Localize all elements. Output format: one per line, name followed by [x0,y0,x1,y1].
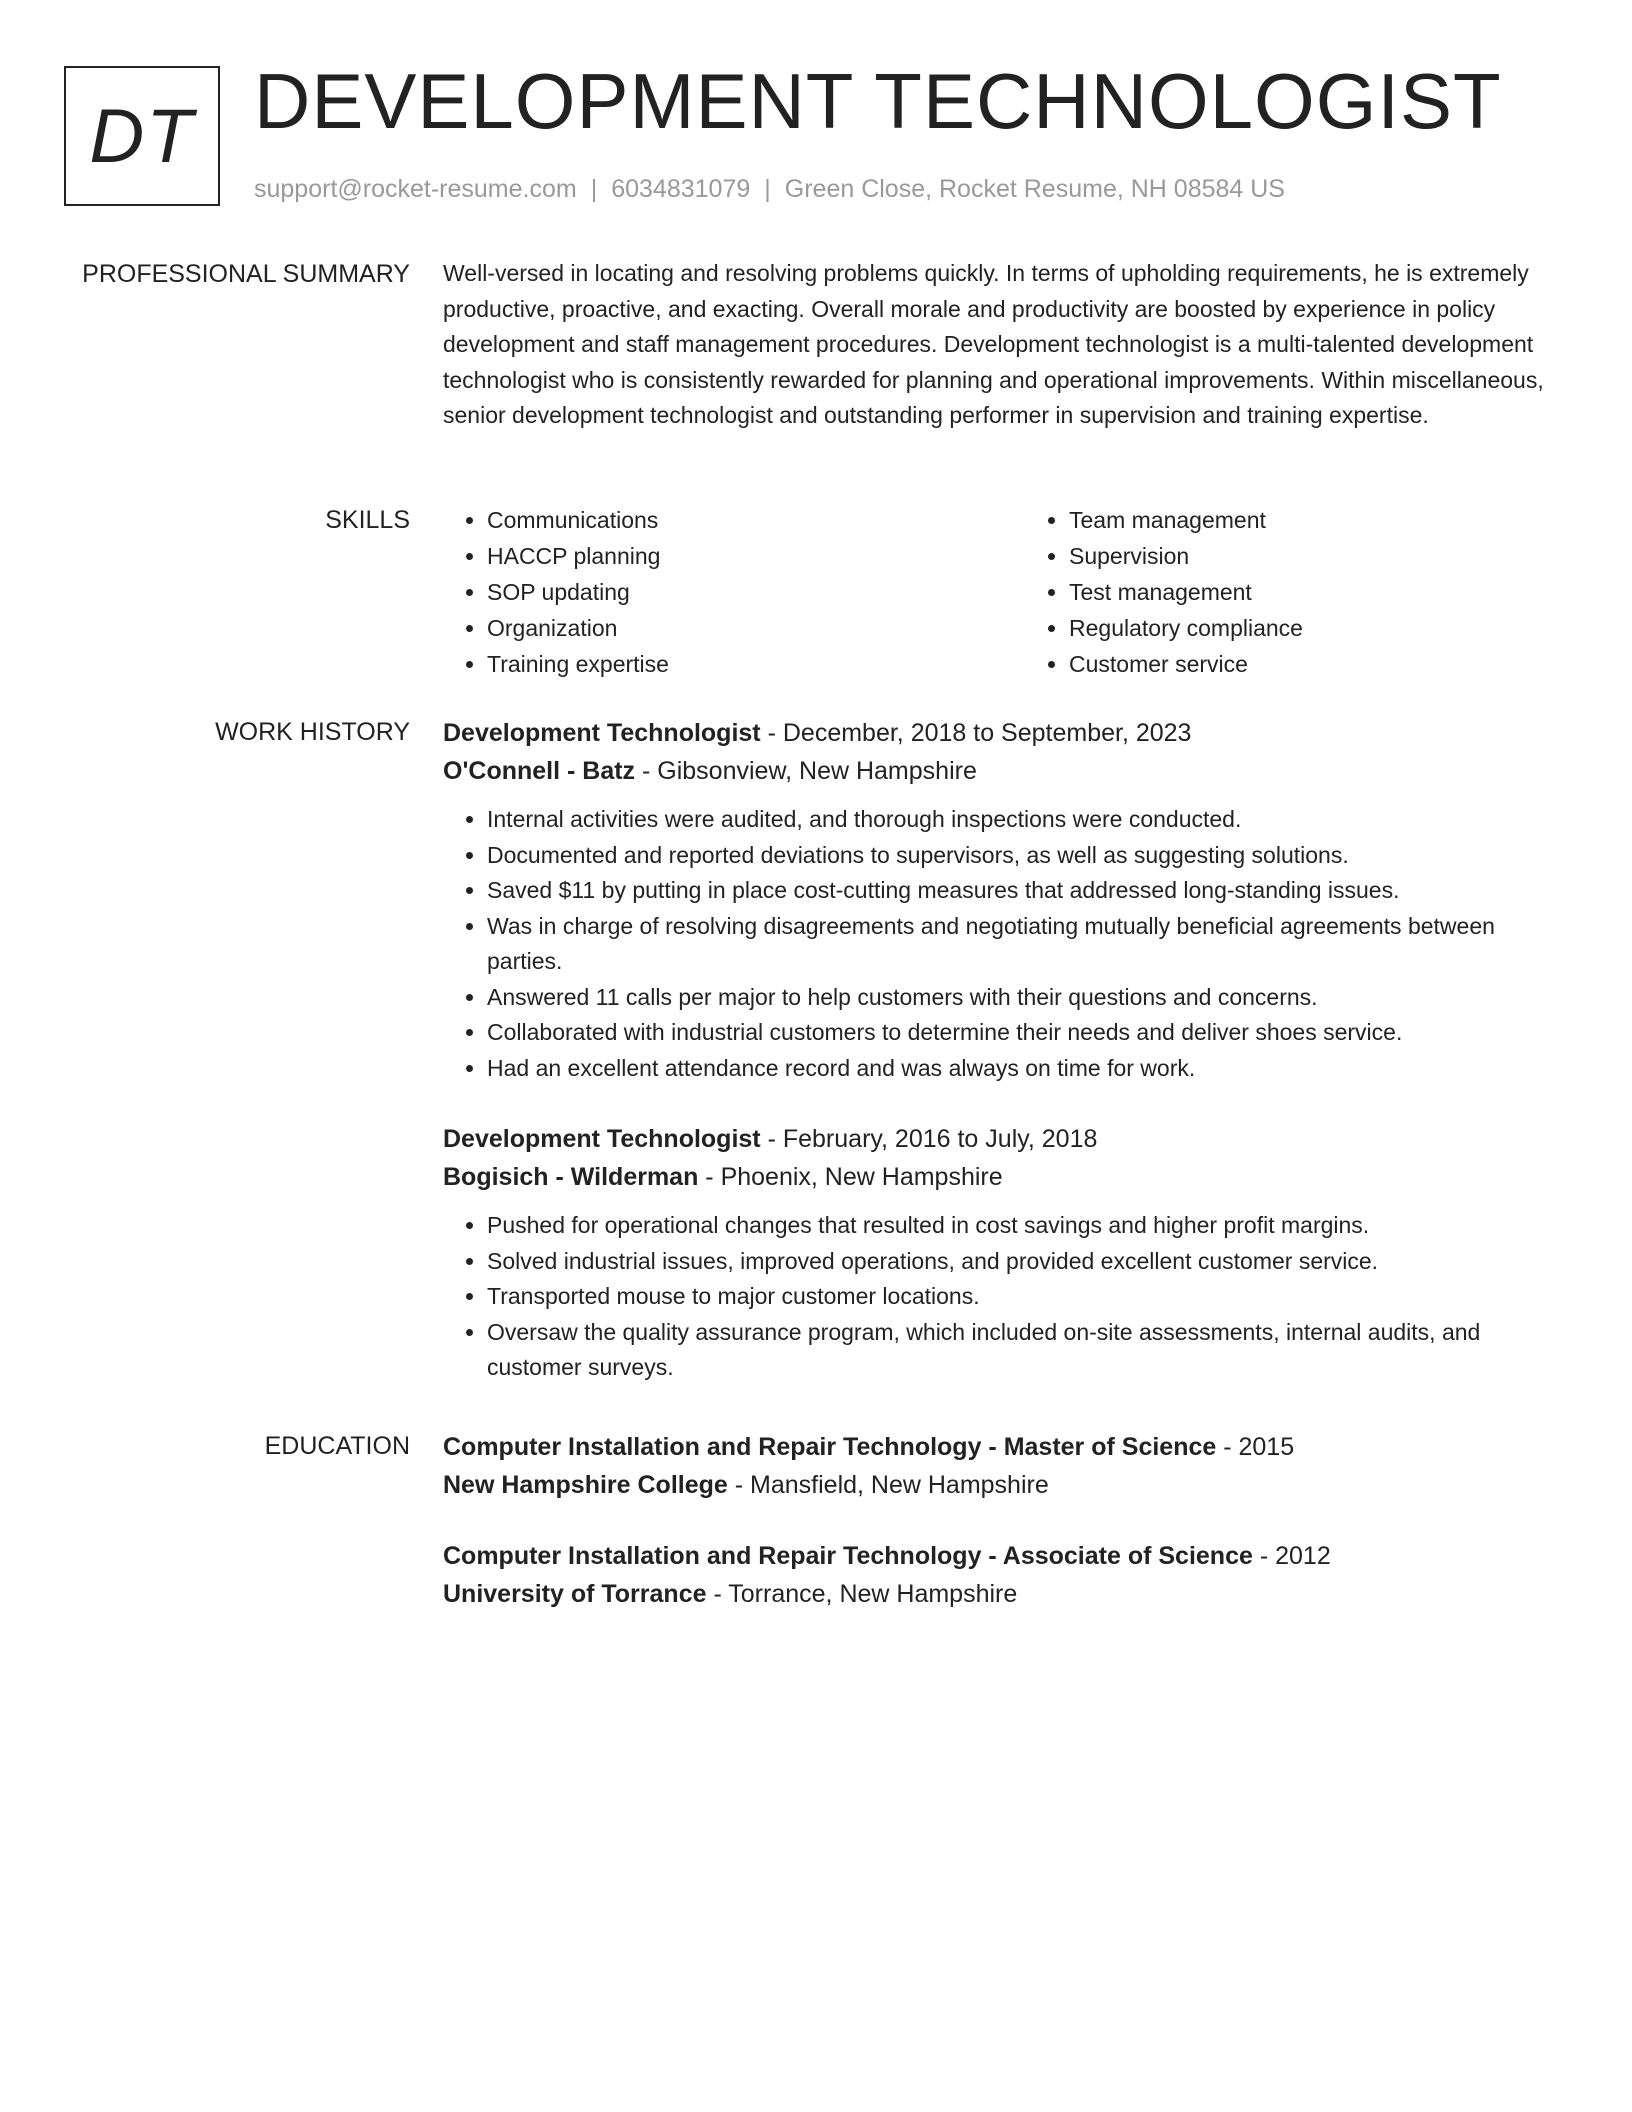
education-entry [443,1428,1563,1504]
job-location: - Gibsonview, New Hampshire [635,757,977,785]
resume-name: DEVELOPMENT TECHNOLOGIST [254,57,1502,145]
work-history-heading: WORK HISTORY [215,718,410,746]
contact-separator: | [764,175,771,203]
education-location: - Mansfield, New Hampshire [727,1471,1049,1499]
education-school-line [443,1575,1563,1613]
job-bullet: • Had an excellent attendance record and was always on time for work. [487,1051,1563,1087]
job-title-line [443,714,1563,752]
skill-item: • HACCP planning [487,538,981,574]
education-degree-line [443,1537,1563,1575]
skills-body [443,502,1563,682]
job-bullet: • Was in charge of resolving disagreements and negotiating mutually beneficial agreements between parties. [487,909,1563,980]
education-body [443,1428,1563,1613]
education-heading: EDUCATION [264,1432,410,1460]
job-bullet: • Collaborated with industrial customers to determine their needs and deliver shoes service. [487,1015,1563,1051]
job-dates: - February, 2016 to July, 2018 [760,1125,1098,1153]
summary-text: Well-versed in locating and resolving problems quickly. In terms of upholding requirements, he is extremely productive, proactive, and exacting. Overall morale and productivity are boosted by experience in policy development and staff management procedures. Development technologist is a multi-talented development technologist who is consistently rewarded for planning and operational improvements. Within miscellaneous, senior development technologist and outstanding performer in supervision and training expertise. [443,260,1544,428]
education-school-line [443,1466,1563,1504]
skill-item: • Customer service [1069,646,1563,682]
contact-phone: 6034831079 [611,175,751,203]
job-bullet: • Answered 11 calls per major to help customers with their questions and concerns. [487,980,1563,1016]
contact-line [254,172,1285,206]
skills-columns [443,502,1563,682]
skill-item: • Team management [1069,502,1563,538]
education-degree: Computer Installation and Repair Technology - Master of Science [443,1433,1217,1461]
job-bullets [443,802,1563,1086]
job-bullet: • Transported mouse to major customer locations. [487,1279,1563,1315]
job-dates: - December, 2018 to September, 2023 [760,719,1192,747]
job-entry [443,714,1563,1086]
job-title: Development Technologist [443,719,761,747]
job-company: Bogisich - Wilderman [443,1163,699,1191]
job-title-line [443,1120,1563,1158]
job-company-line [443,752,1563,790]
skill-item: • Regulatory compliance [1069,610,1563,646]
skill-item: • Training expertise [487,646,981,682]
education-school: New Hampshire College [443,1471,728,1499]
job-location: - Phoenix, New Hampshire [698,1163,1003,1191]
education-entry [443,1537,1563,1613]
job-bullet: • Internal activities were audited, and thorough inspections were conducted. [487,802,1563,838]
education-degree: Computer Installation and Repair Technology - Associate of Science [443,1542,1253,1570]
education-year: - 2012 [1252,1542,1331,1570]
monogram [64,66,220,206]
skill-item: • Supervision [1069,538,1563,574]
skill-item: • SOP updating [487,574,981,610]
skills-list-right [1025,502,1563,682]
skill-item: • Test management [1069,574,1563,610]
job-bullets [443,1208,1563,1386]
education-year: - 2015 [1216,1433,1295,1461]
monogram-initials: DT [89,93,195,179]
job-bullet: • Documented and reported deviations to supervisors, as well as suggesting solutions. [487,838,1563,874]
contact-separator: | [590,175,598,203]
summary-heading: PROFESSIONAL SUMMARY [82,260,410,288]
job-bullet: • Pushed for operational changes that resulted in cost savings and higher profit margins. [487,1208,1563,1244]
education-school: University of Torrance [443,1580,707,1608]
education-location: - Torrance, New Hampshire [706,1580,1018,1608]
contact-email: support@rocket-resume.com [254,175,577,203]
skill-item: • Communications [487,502,981,538]
job-bullet: • Solved industrial issues, improved operations, and provided excellent customer service. [487,1244,1563,1280]
education-degree-line [443,1428,1563,1466]
job-company: O'Connell - Batz [443,757,636,785]
work-history-body [443,714,1563,1386]
skill-item: • Organization [487,610,981,646]
job-entry [443,1120,1563,1386]
contact-address: Green Close, Rocket Resume, NH 08584 US [784,175,1285,203]
job-bullet: • Oversaw the quality assurance program, which included on-site assessments, internal audits, and customer surveys. [487,1315,1563,1386]
skills-heading: SKILLS [325,506,410,534]
skills-list-left [443,502,981,682]
job-title: Development Technologist [443,1125,761,1153]
job-company-line [443,1158,1563,1196]
job-bullet: • Saved $11 by putting in place cost-cutting measures that addressed long-standing issues. [487,873,1563,909]
summary-body [443,256,1563,434]
